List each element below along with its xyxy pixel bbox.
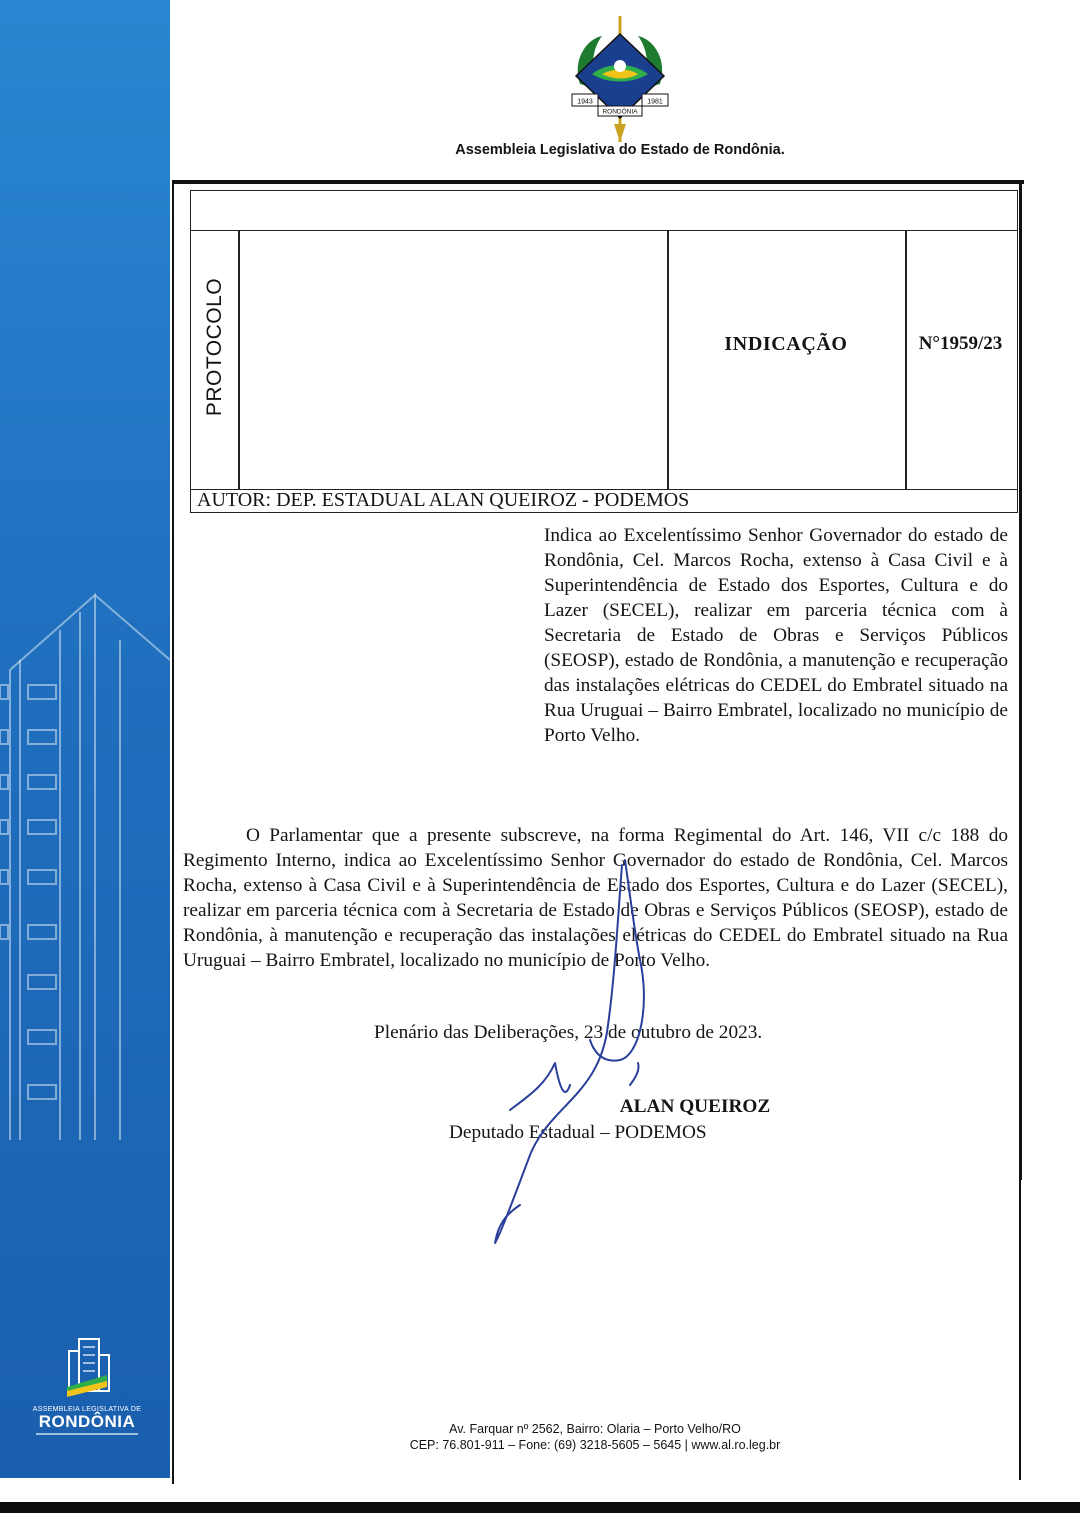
- protocol-grid: [190, 230, 1018, 490]
- document-type: INDICAÇÃO: [724, 333, 848, 355]
- state-coat-of-arms: [562, 14, 678, 144]
- logo-assembly-text: ASSEMBLEIA LEGISLATIVA DE: [32, 1406, 142, 1413]
- place-date: Plenário das Deliberações, 23 de outubro de 2023.: [374, 1022, 763, 1043]
- crest-banner-text: RONDÔNIA: [602, 108, 638, 116]
- grid-divider: [238, 231, 240, 489]
- crest-year-right: 1981: [647, 98, 663, 106]
- building-outline-graphic: [0, 580, 170, 1140]
- author-line: AUTOR: DEP. ESTADUAL ALAN QUEIROZ - PODEMOS: [197, 489, 690, 511]
- grid-divider: [667, 231, 669, 489]
- crest-year-left: 1943: [577, 98, 593, 106]
- organization-name: Assembleia Legislativa do Estado de Rondônia.: [455, 142, 785, 158]
- grid-divider: [905, 231, 907, 489]
- scan-bottom-border: [0, 1502, 1080, 1513]
- protocol-label: [198, 272, 232, 422]
- document-frame-right-edge: [1019, 180, 1022, 1180]
- document-number: N°1959/23: [918, 333, 1003, 354]
- assembly-building-icon: [57, 1335, 117, 1397]
- footer-address: Av. Farquar nº 2562, Bairro: Olaria – Porto Velho/RO: [449, 1422, 741, 1436]
- footer-address-block: [300, 1421, 890, 1453]
- page-right-edge: [1019, 1180, 1021, 1480]
- signer-name: [300, 1096, 900, 1118]
- form-top-row: [190, 190, 1018, 231]
- logo-underline: [36, 1433, 138, 1435]
- ementa-paragraph: Indica ao Excelentíssimo Senhor Governador do estado de Rondônia, Cel. Marcos Rocha, extenso à Casa Civil e à Superintendência de Estado dos Esportes, Cultura e do Lazer (SECEL), realizar em parceria técnica com à Secretaria de Estado de Obras e Serviços Públicos (SEOSP), estado de Rondônia, a manutenção e recuperação das instalações elétricas do CEDEL do Embratel situado na Rua Uruguai – Bairro Embratel, localizado no município de Porto Velho.: [544, 525, 1008, 746]
- logo-state-text: RONDÔNIA: [38, 1412, 136, 1431]
- justification-paragraph: O Parlamentar que a presente subscreve, na forma Regimental do Art. 146, VII c/c 188 do Regimento Interno, indica ao Excelentíssimo Senhor Governador do estado de Rondônia, Cel. Marcos Rocha, extenso à Casa Civil e à Superintendência de Estado dos Esportes, Cultura e do Lazer (SECEL), realizar em parceria técnica com à Secretaria de Estado de Obras e Serviços Públicos (SEOSP), estado de Rondônia, à manutenção e recuperação das instalações elétricas do CEDEL do Embratel situado na Rua Uruguai – Bairro Embratel, localizado no município de Porto Velho.: [183, 825, 1008, 971]
- signer-name-text: ALAN QUEIROZ: [619, 1096, 771, 1117]
- signer-role: Deputado Estadual – PODEMOS: [449, 1122, 707, 1143]
- protocol-label-text: PROTOCOLO: [203, 277, 226, 417]
- sidebar-band: [0, 0, 170, 1478]
- footer-contact: CEP: 76.801-911 – Fone: (69) 3218-5605 – 5645 | www.al.ro.leg.br: [409, 1438, 781, 1452]
- assembly-logo: [22, 1335, 152, 1435]
